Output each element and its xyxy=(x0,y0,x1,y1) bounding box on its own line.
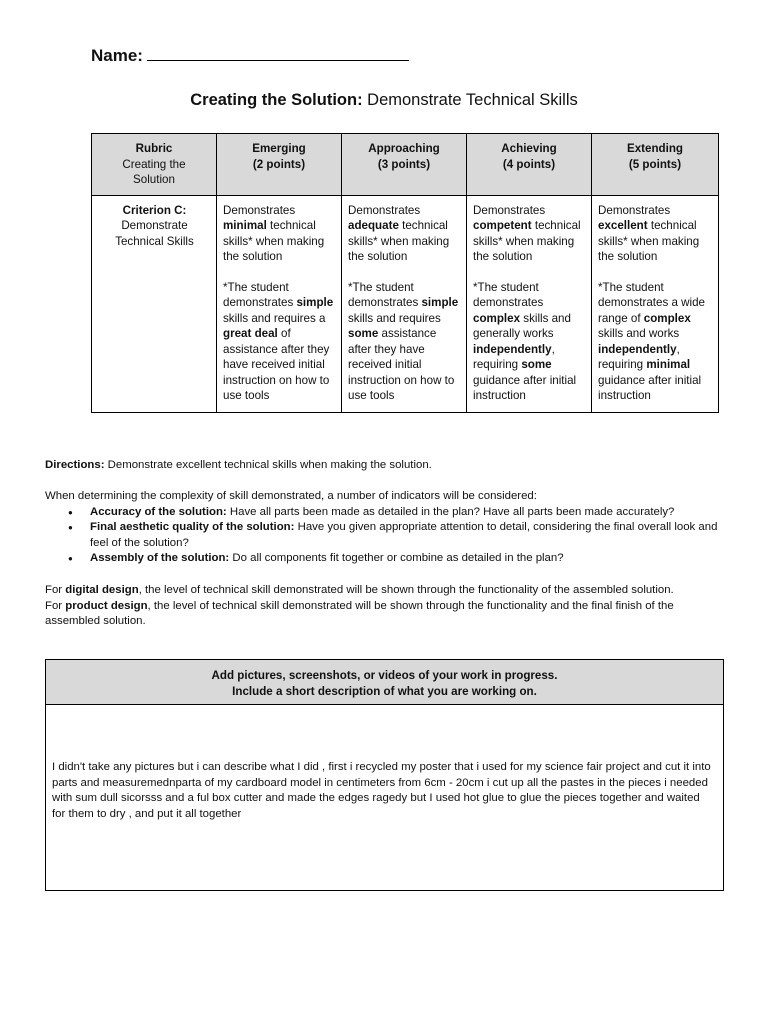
work-box-heading xyxy=(46,660,723,705)
work-in-progress-box xyxy=(45,659,724,891)
level-header-extending xyxy=(592,134,719,196)
rubric-criterion-row xyxy=(92,195,719,412)
descriptor-lead: Demonstrates xyxy=(348,203,421,217)
descriptor-lead: Demonstrates xyxy=(223,203,296,217)
indicator-label: Final aesthetic quality of the solution: xyxy=(90,521,295,533)
descriptor-note: skills and works xyxy=(598,327,680,340)
descriptor-key: excellent xyxy=(598,219,648,232)
descriptor-extending xyxy=(592,195,719,412)
descriptor-note: of assistance after they have received initial instruction on how to use tools xyxy=(223,327,330,402)
design-text: , the level of technical skill demonstrated will be shown through the functionality of the assembled solution. xyxy=(138,584,674,596)
design-key: digital design xyxy=(65,584,139,596)
descriptor-note: assistance after they have received initial instruction on how to use tools xyxy=(348,327,455,402)
level-name: Extending xyxy=(626,142,684,155)
descriptor-text: technical skills* when making the solution xyxy=(598,219,700,263)
rubric-header-sub: Creating the xyxy=(122,157,186,171)
page-title xyxy=(0,91,768,110)
directions xyxy=(45,458,730,474)
work-box-response[interactable]: I didn't take any pictures but i can describe what I did , first i recycled my poster that i used for my science fair project and cut it into parts and measuremednparta of my cardboard model in centimeters from 6cm - 20cm i cut up all the pastes in the pieces i needed with sum dull sicorsss and a ful box cutter and made the edges ragedy but I used hot glue to glue the pieces together and waited for them to dry , and put it all together xyxy=(52,761,711,820)
rubric-table xyxy=(91,133,719,413)
level-header-emerging xyxy=(217,134,342,196)
descriptor-lead: Demonstrates xyxy=(473,203,546,217)
criterion-title: Criterion C: xyxy=(122,203,187,217)
level-points: (2 points) xyxy=(252,157,306,171)
descriptor-key: independently xyxy=(598,342,677,356)
design-text: For xyxy=(45,599,66,612)
name-field xyxy=(91,46,409,66)
rubric-header-cell xyxy=(92,134,217,196)
level-name: Approaching xyxy=(368,142,440,155)
design-text: , the level of technical skill demonstrated will be shown through the functionality and the final finish of the assembled solution. xyxy=(45,599,674,627)
descriptor-note: skills and generally works xyxy=(473,311,571,340)
name-blank-line[interactable] xyxy=(147,46,409,61)
descriptor-key: some xyxy=(521,358,552,371)
level-points: (4 points) xyxy=(502,157,556,171)
descriptor-approaching xyxy=(342,195,467,412)
design-key: product design xyxy=(65,599,148,612)
descriptor-achieving xyxy=(467,195,592,412)
descriptor-note: guidance after initial instruction xyxy=(598,373,702,402)
indicator-item xyxy=(90,520,730,551)
indicator-label: Assembly of the solution: xyxy=(90,552,230,564)
descriptor-text: technical skills* when making the solution xyxy=(348,219,450,263)
descriptor-key: complex xyxy=(643,311,691,325)
level-name: Emerging xyxy=(252,142,306,155)
indicator-text: Have you given appropriate attention to detail, considering the final overall look and feel of the solution? xyxy=(90,521,718,549)
descriptor-key: minimal xyxy=(646,358,691,371)
rubric-header-title: Rubric xyxy=(135,142,173,155)
title-bold: Creating the Solution: xyxy=(190,91,363,109)
design-text: For xyxy=(45,584,66,596)
descriptor-note: skills and requires a xyxy=(223,311,326,325)
descriptor-note: , requiring xyxy=(598,342,680,371)
descriptor-note: guidance after initial instruction xyxy=(473,373,577,402)
product-design-line xyxy=(45,599,730,630)
descriptor-key: great deal xyxy=(223,327,278,340)
descriptor-note: skills and requires xyxy=(348,311,441,325)
criterion-line: Demonstrate xyxy=(121,219,188,232)
descriptor-text: technical skills* when making the solution xyxy=(223,219,325,263)
descriptor-key: minimal xyxy=(223,219,267,232)
indicator-item xyxy=(90,551,730,567)
level-points: (5 points) xyxy=(628,157,682,171)
indicator-label: Accuracy of the solution: xyxy=(90,505,227,518)
indicator-text: Do all components fit together or combine as detailed in the plan? xyxy=(229,552,564,564)
descriptor-key: simple xyxy=(421,296,459,309)
descriptor-key: some xyxy=(348,327,379,340)
title-rest: Demonstrate Technical Skills xyxy=(362,91,578,109)
directions-text: Demonstrate excellent technical skills when making the solution. xyxy=(104,459,432,471)
name-label: Name: xyxy=(91,46,143,65)
level-name: Achieving xyxy=(501,142,557,155)
design-paragraph xyxy=(45,583,730,630)
descriptor-lead: Demonstrates xyxy=(598,203,671,217)
descriptor-emerging xyxy=(217,195,342,412)
descriptor-key: competent xyxy=(473,219,532,232)
descriptor-key: independently xyxy=(473,342,552,356)
descriptor-note: *The student demonstrates xyxy=(223,280,297,309)
descriptor-note: *The student demonstrates a wide range of xyxy=(598,280,705,325)
indicator-text: Have all parts been made as detailed in the plan? Have all parts been made accurately? xyxy=(226,505,675,518)
descriptor-key: adequate xyxy=(348,219,399,232)
descriptor-note: *The student demonstrates xyxy=(348,280,422,309)
indicators-section xyxy=(45,489,730,567)
rubric-header-row xyxy=(92,134,719,196)
directions-label: Directions: xyxy=(45,459,105,471)
level-header-achieving xyxy=(467,134,592,196)
rubric-header-sub: Solution xyxy=(133,173,175,186)
descriptor-note: , requiring xyxy=(473,342,555,371)
descriptor-note: *The student demonstrates xyxy=(473,280,544,309)
work-box-heading-line: Include a short description of what you are working on. xyxy=(232,684,537,698)
descriptor-text: technical skills* when making the solution xyxy=(473,219,581,263)
work-box-heading-line: Add pictures, screenshots, or videos of your work in progress. xyxy=(211,669,558,682)
level-header-approaching xyxy=(342,134,467,196)
digital-design-line xyxy=(45,583,730,599)
descriptor-key: simple xyxy=(296,296,334,309)
indicators-list xyxy=(45,505,730,567)
criterion-line: Technical Skills xyxy=(115,234,194,248)
criterion-cell xyxy=(92,195,217,412)
indicators-intro: When determining the complexity of skill demonstrated, a number of indicators will be considered: xyxy=(45,490,537,502)
descriptor-key: complex xyxy=(473,311,521,325)
indicator-item xyxy=(90,505,730,521)
level-points: (3 points) xyxy=(377,157,431,171)
